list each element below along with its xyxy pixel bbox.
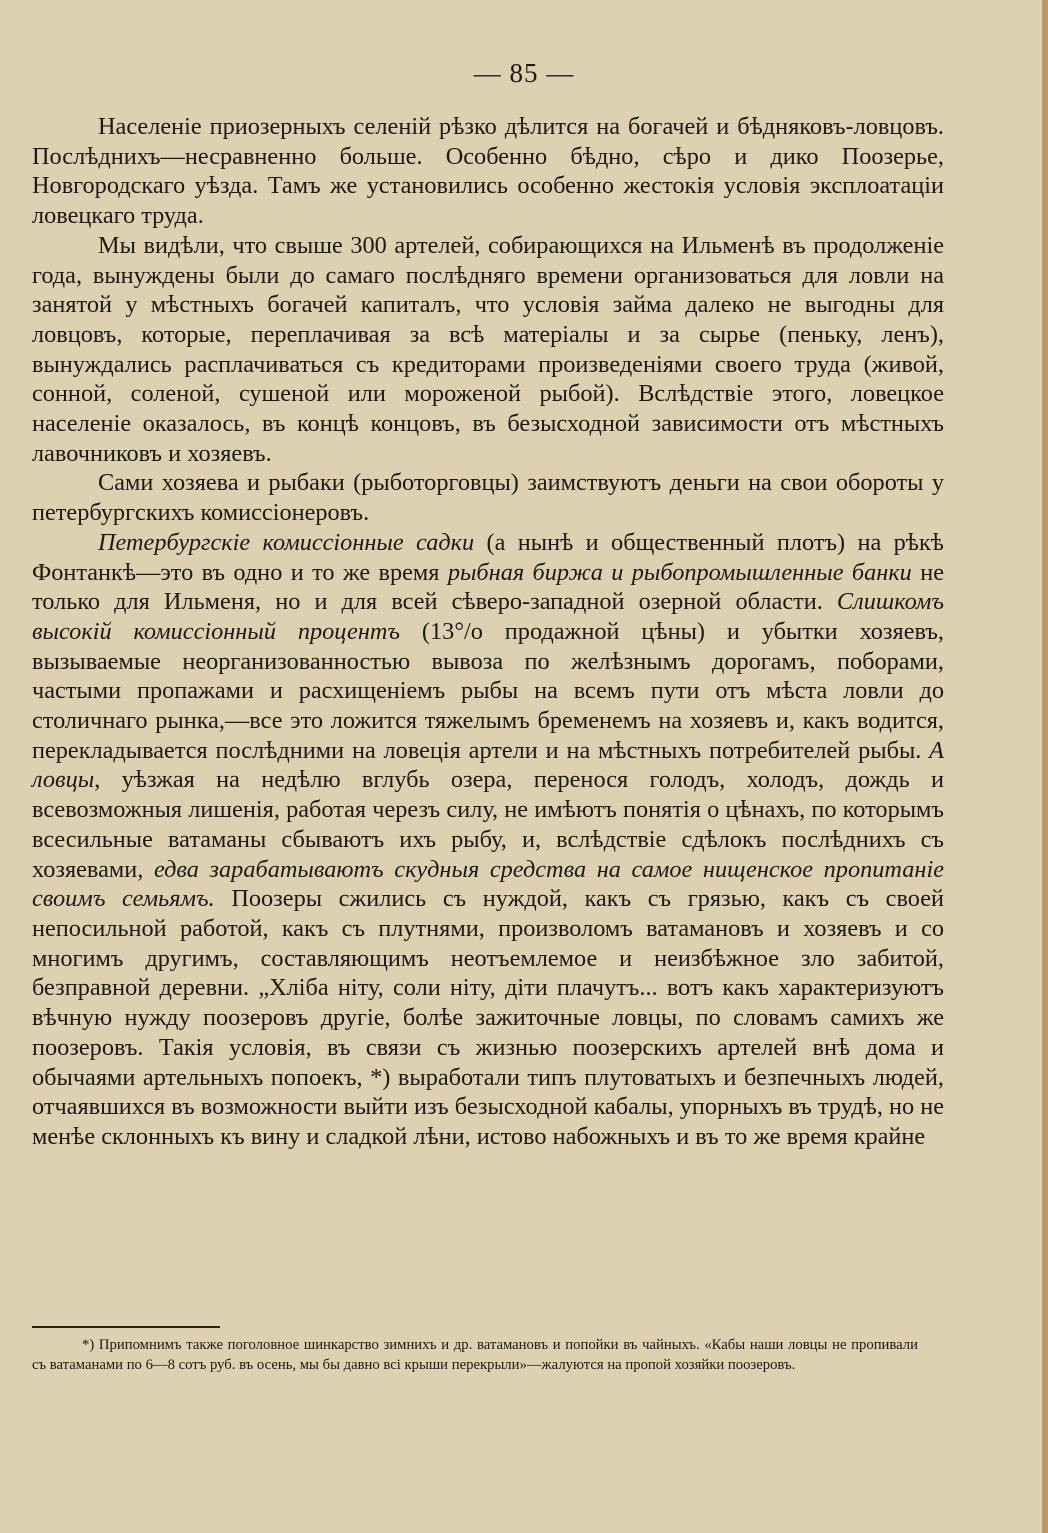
text-segment: (13°/о продажной цѣны) и убытки хозяевъ, вызываемые неорганизованностью вывоза по желѣзнымъ дорогамъ, поборами, частыми пропажами и расхищеніемъ рыбы на всемъ пути отъ мѣста ловли до столичнаго рынка,—все это ложится тяжелымъ бременемъ на хозяевъ и, какъ водится, перекладывается послѣдними на ловеція артели и на мѣстныхъ потребителей рыбы. (32, 617, 944, 764)
text-segment: не только для Ильменя, но и для всей сѣверо-западной озерной области. (32, 558, 944, 616)
text-segment: Поозеры сжились съ нуждой, какъ съ грязью, какъ съ своей непосильной работой, какъ съ плутнями, произволомъ ватамановъ и хозяевъ и со многимъ другимъ, составляющимъ неотъемлемое и неизбѣжное зло забитой, безправной деревни. „Хліба ніту, соли ніту, діти плачутъ... вотъ какъ характеризуютъ вѣчную нужду поозеровъ другіе, болѣе зажиточные ловцы, по словамъ самихъ же поозеровъ. Такія условія, въ связи съ жизнью поозерскихъ артелей внѣ дома и обычаями артельныхъ попоекъ, *) выработали типъ плутоватыхъ и безпечныхъ людей, отчаявшихся въ возможности выйти изъ безысходной кабалы, упорныхъ въ трудѣ, но не менѣе склонныхъ къ вину и сладкой лѣни, истово набожныхъ и въ то же время крайне (32, 885, 944, 1150)
paragraph (32, 528, 944, 1152)
footnote: *) Припомнимъ также поголовное шинкарство зимнихъ и др. ватамановъ и попойки въ чайныхъ. «Кабы наши ловцы не пропивали съ ватаманами по 6—8 сотъ руб. въ осень, мы бы давно всі крыши перекрыли»—жалуются на пропой хозяйки поозеровъ. (32, 1337, 918, 1373)
page-edge (1042, 0, 1048, 1533)
page-number: — 85 — (473, 58, 575, 88)
paragraph (32, 112, 944, 231)
paragraph (32, 468, 944, 527)
text-segment: Населеніе приозерныхъ селеній рѣзко дѣлится на богачей и бѣдняковъ-ловцовъ. Послѣднихъ—несравненно больше. Особенно бѣдно, сѣро и дико Поозерье, Новгородскаго уѣзда. Тамъ же установились особенно жестокія условія эксплоатаціи ловецкаго труда. (32, 113, 944, 230)
emphasis-text: Петербургскіе комиссіонные садки (98, 528, 475, 556)
text-segment: (а нынѣ и общественный плотъ) на рѣкѣ Фонтанкѣ—это въ одно и то же время (32, 528, 944, 586)
text-segment: Сами хозяева и рыбаки (рыботорговцы) заимствуютъ деньги на свои обороты у петербургскихъ комиссіонеровъ. (32, 469, 944, 527)
emphasis-text: Слишкомъ высокій комиссіонный процентъ (32, 588, 944, 645)
body-text (32, 112, 944, 1152)
paragraph (32, 231, 944, 469)
text-segment: Мы видѣли, что свыше 300 артелей, собирающихся на Ильменѣ въ продолженіе года, вынуждены были до самаго послѣдняго времени организоваться для ловли на занятой у мѣстныхъ богачей капиталъ, что условія займа далеко не выгодны для ловцовъ, которые, переплачивая за всѣ матеріалы и за сырье (пеньку, ленъ), вынуждались расплачиваться съ кредиторами произведеніями своего труда (живой, сонной, соленой, сушеной или мороженой рыбой). Вслѣдствіе этого, ловецкое населеніе оказалось, въ концѣ концовъ, въ безысходной зависимости отъ мѣстныхъ лавочниковъ и хозяевъ. (32, 231, 944, 467)
text-segment: , уѣзжая на недѣлю вглубь озера, перенося голодъ, холодъ, дождь и всевозможныя лишенія, работая черезъ силу, не имѣютъ понятія о цѣнахъ, по которымъ всесильные ватаманы сбываютъ ихъ рыбу, и, вслѣдствіе сдѣлокъ послѣднихъ съ хозяевами, (32, 766, 944, 883)
emphasis-text: рыбная биржа и рыбопромышленные банки (447, 558, 912, 586)
emphasis-text: едва зарабатываютъ скудныя средства на самое нищенское пропитаніе своимъ семьямъ. (32, 855, 944, 913)
emphasis-text: А ловцы (32, 736, 944, 794)
footnote-divider (32, 1326, 220, 1328)
